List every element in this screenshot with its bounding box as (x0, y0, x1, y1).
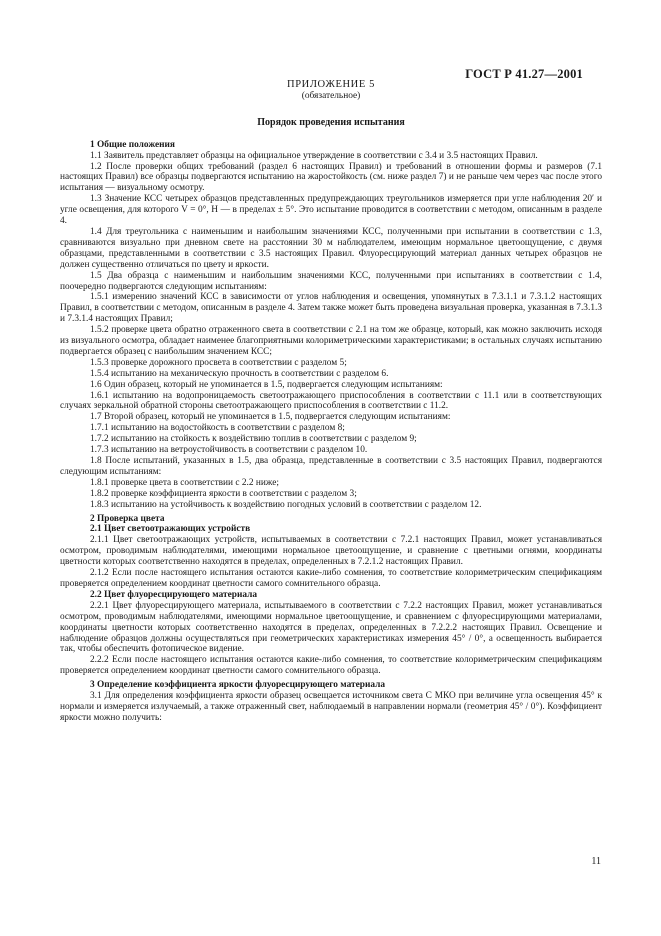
section-heading-2: 2 Проверка цвета (90, 513, 165, 524)
appendix-subtitle: (обязательное) (301, 90, 361, 101)
page-content (60, 80, 602, 724)
paragraph-2-2-1: 2.2.1 Цвет флуоресцирующего материала, испытываемого в соответствии с 7.2.2 настоящих Правил, может устанавливаться осмотром, проводимым наблюдателями, имеющими нормальное цветоощущение, и сравнением с флуоресцирующими материалами, координаты цветности которых соответственно находятся в пределах, определенных в 7.2.2.2 настоящих Правил. Освещение и наблюдение образцов должны осуществляться при геометрических характеристиках измерения 45° / 0°, а освещенность выбирается так, чтобы обеспечить фотопическое видение. (60, 600, 602, 655)
paragraph-1-4: 1.4 Для треугольника с наименьшим и наибольшим значениями КСС, полученными при испытании в соответствии с 1.3, сравниваются визуально при дневном свете на расстоянии 30 м наблюдателем, имеющим нормальное цветоощущение, с двумя образцами, представленными в соответствии с 3.5 настоящих Правил. Флуоресцирующий материал данных четырех образцов не должен существенно отличаться по цвету и яркости. (60, 226, 602, 270)
paragraph-1-6-1: 1.6.1 испытанию на водопроницаемость светоотражающего приспособления в соответствии с 11.1 или в соответствующих случаях зеркальной обратной стороны светоотражающего приспособления в соответствии с 11.2. (60, 390, 602, 412)
paragraph-1-5-4: 1.5.4 испытанию на механическую прочность в соответствии с разделом 6. (90, 368, 389, 379)
paragraph-1-5-2: 1.5.2 проверке цвета обратно отраженного света в соответствии с 2.1 на том же образце, который, как можно заключить исходя из визуального осмотра, обладает наименее благоприятными колориметрическими характеристиками; в остальных случаях испытанию подвергается образец с наибольшим значением КСС; (60, 325, 602, 357)
paragraph-1-7: 1.7 Второй образец, который не упоминается в 1.5, подвергается следующим испытаниям: (90, 412, 451, 423)
page-number: 11 (591, 856, 601, 867)
paragraph-1-7-3: 1.7.3 испытанию на ветроустойчивость в соответствии с разделом 10. (90, 445, 368, 456)
paragraph-2-1-2: 2.1.2 Если после настоящего испытания остаются какие-либо сомнения, то соответствие колориметрическим спецификациям проверяется определением координат цветности самого сомнительного образца. (60, 568, 602, 589)
paragraph-1-8-1: 1.8.1 проверке цвета в соответствии с 2.2 ниже; (90, 477, 279, 488)
paragraph-1-6: 1.6 Один образец, который не упоминается в 1.5, подвергается следующим испытаниям: (90, 379, 443, 390)
paragraph-1-8-2: 1.8.2 проверке коэффициента яркости в соответствии с разделом 3; (90, 488, 357, 499)
paragraph-1-5-1: 1.5.1 измерению значений КСС в зависимости от углов наблюдения и освещения, упомянутых в 7.3.1.1 и 7.3.1.2 настоящих Правил, в соответствии с методом, описанным в разделе 4. Затем также может быть проведена визуальная проверка, указанная в 7.3.1.3 и 7.3.1.4 настоящих Правил; (60, 292, 602, 325)
paragraph-3-1: 3.1 Для определения коэффициента яркости образец освещается источником света C МКО при величине угла освещения 45° к нормали и измеряется излучаемый, а также отраженный свет, наблюдаемый в направлении нормали (геометрия 45° / 0°). Коэффициент яркости можно получить: (60, 691, 602, 723)
paragraph-1-7-2: 1.7.2 испытанию на стойкость к воздействию топлив в соответствии с разделом 9; (90, 434, 417, 445)
section-heading-3: 3 Определение коэффициента яркости флуоресцирующего материала (90, 680, 385, 691)
paragraph-1-5: 1.5 Два образца с наименьшим и наибольшим значениями КСС, полученными при испытаниях в соответствии с 1.4, поочередно подвергаются следующим испытаниям: (60, 270, 602, 292)
doc-id-header: ГОСТ Р 41.27—2001 (465, 67, 583, 81)
paragraph-1-1: 1.1 Заявитель представляет образцы на официальное утверждение в соответствии с 3.4 и 3.5 настоящих Правил. (90, 150, 538, 161)
paragraph-1-8-3: 1.8.3 испытанию на устойчивость к воздействию погодных условий в соответствии с разделом 12. (90, 499, 482, 510)
paragraph-1-7-1: 1.7.1 испытанию на водостойкость в соответствии с разделом 8; (90, 423, 345, 434)
paragraph-1-5-3: 1.5.3 проверке дорожного просвета в соответствии с разделом 5; (90, 357, 347, 368)
paragraph-1-3: 1.3 Значение КСС четырех образцов представленных предупреждающих треугольников измеряется при угле наблюдения 20′ и угле освещения, для которого V = 0°, H — в пределах ± 5°. Это испытание проводится в соответствии с методом, описанным в разделе 4. (60, 194, 602, 227)
subsection-heading-2-1: 2.1 Цвет светоотражающих устройств (90, 524, 251, 535)
paragraph-1-8: 1.8 После испытаний, указанных в 1.5, два образца, представленные в соответствии с 3.5 настоящих Правил, подвергаются следующим испытаниям: (60, 456, 602, 477)
section-heading-1: 1 Общие положения (90, 139, 175, 150)
paragraph-1-2: 1.2 После проверки общих требований (раздел 6 настоящих Правил) и требований в отношении формы и размеров (7.1 настоящих Правил) все образцы подвергаются испытанию на жаростойкость (см. ниже раздел 7) и не раньше чем через час после этого испытания — визуальному осмотру. (60, 161, 602, 194)
paragraph-2-2-2: 2.2.2 Если после настоящего испытания остаются какие-либо сомнения, то соответствие колориметрическим спецификациям проверяется определением координат цветности самого сомнительного образца. (60, 655, 602, 677)
document-title: Порядок проведения испытания (257, 116, 405, 128)
appendix-title: ПРИЛОЖЕНИЕ 5 (287, 79, 375, 90)
subsection-heading-2-2: 2.2 Цвет флуоресцирующего материала (90, 589, 258, 600)
paragraph-2-1-1: 2.1.1 Цвет светоотражающих устройств, испытываемых в соответствии с 7.2.1 настоящих Правил, может устанавливаться осмотром, проводимым наблюдателями, имеющими нормальное цветоощущение, и сравнение с цветными огнями, координаты цветности которых соответственно находятся в пределах, определенных в 7.2.1.2 настоящих Правил. (60, 535, 602, 568)
